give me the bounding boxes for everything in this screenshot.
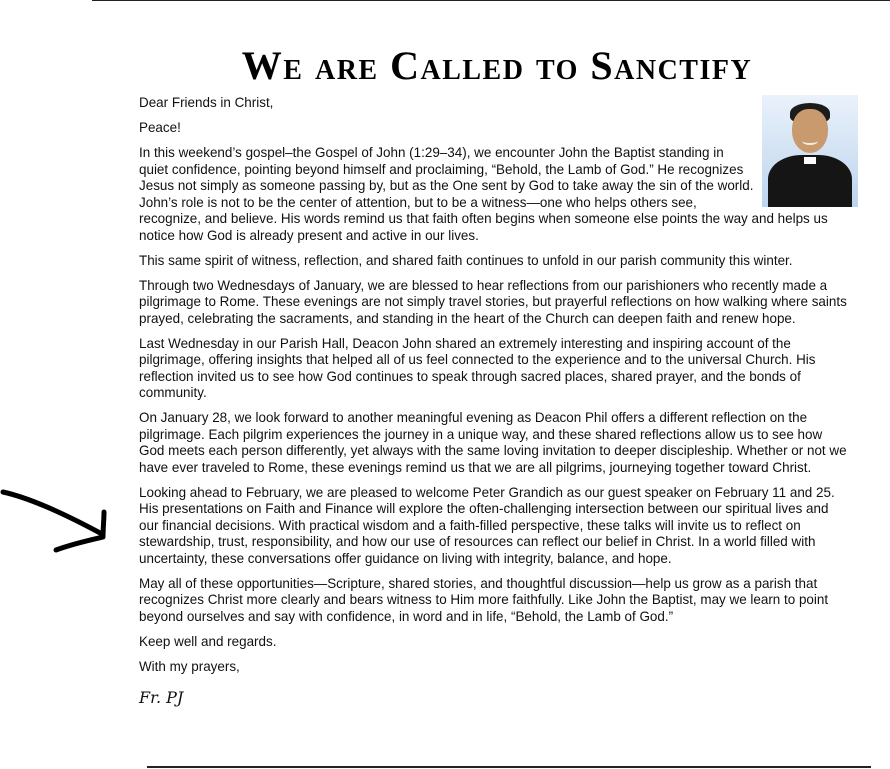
- portrait-collar: [804, 157, 816, 164]
- paragraph-spirit: This same spirit of witness, reflection, and shared faith continues to unfold in our parish community this winter.: [139, 252, 793, 268]
- paragraph-february: Looking ahead to February, we are pleased to welcome Peter Grandich as our guest speaker on February 11 and 25. His presentations on Faith and Finance will explore the often-challenging intersection between our spiritual lives and our financial decisions. With practical wisdom and a faith-filled perspective, these talks will invite us to reflect on stewardship, trust, responsibility, and how our use of resources can reflect our belief in Christ. In a world filled with uncertainty, these conversations offer guidance on living with integrity, balance, and hope.: [139, 484, 835, 566]
- portrait-smile: [802, 137, 818, 145]
- paragraph-deacon-phil: On January 28, we look forward to another meaningful evening as Deacon Phil offers a different reflection on the pilgrimage. Each pilgrim experiences the journey in a unique way, and these shared reflections allow us to see how God meets each person differently, yet always with the same loving invitation to deeper discipleship. Whether or not we have ever traveled to Rome, these evenings remind us that we are all pilgrims, journeying together toward Christ.: [139, 410, 847, 475]
- bottom-rule: [147, 766, 871, 768]
- signature: Fr. PJ: [139, 688, 184, 707]
- hand-drawn-arrow-icon: [0, 484, 115, 556]
- salutation: Dear Friends in Christ,: [139, 95, 274, 110]
- letter-body: [139, 95, 849, 709]
- page-title: We are Called to Sanctify: [241, 43, 753, 88]
- paragraph-gospel: In this weekend’s gospel–the Gospel of John (1:29–34), we encounter John the Baptist standing in quiet confidence, pointing beyond himself and proclaiming, “Behold, the Lamb of God.” He recognizes Jesus not simply as someone passing by, but as the One sent by God to take away the sin of the world. John’s role is not to be the center of attention, but to be a witness—one who helps others see, recognize, and believe. His words remind us that faith often begins when someone else points the way and helps us notice how God is already present and active in our lives.: [139, 145, 828, 243]
- portrait-face: [792, 109, 828, 153]
- paragraph-conclusion: May all of these opportunities—Scripture, shared stories, and thoughtful discussion—help us grow as a parish that recognizes Christ more clearly and bears witness to Him more faithfully. Like John the Baptist, may we learn to point beyond ourselves and say with confidence, in word and in life, “Behold, the Lamb of God.”: [139, 575, 829, 624]
- priest-portrait: [762, 95, 858, 207]
- paragraph-deacon-john: Last Wednesday in our Parish Hall, Deacon John shared an extremely interesting and inspiring account of the pilgrimage, offering insights that helped all of us feel connected to the experience and to the universal Church. His reflection invited us to see how God continues to speak through sacred places, shared prayer, and the bonds of community.: [139, 335, 816, 400]
- top-rule: [92, 0, 890, 1]
- paragraph-pilgrimage: Through two Wednesdays of January, we are blessed to hear reflections from our parishioners who recently made a pilgrimage to Rome. These evenings are not simply travel stories, but prayerful reflections on how walking where saints prayed, celebrating the sacraments, and standing in the heart of the Church can deepen faith and renew hope.: [139, 277, 847, 326]
- greeting: Peace!: [139, 120, 181, 135]
- closing: Keep well and regards.: [139, 633, 277, 649]
- valediction: With my prayers,: [139, 658, 240, 674]
